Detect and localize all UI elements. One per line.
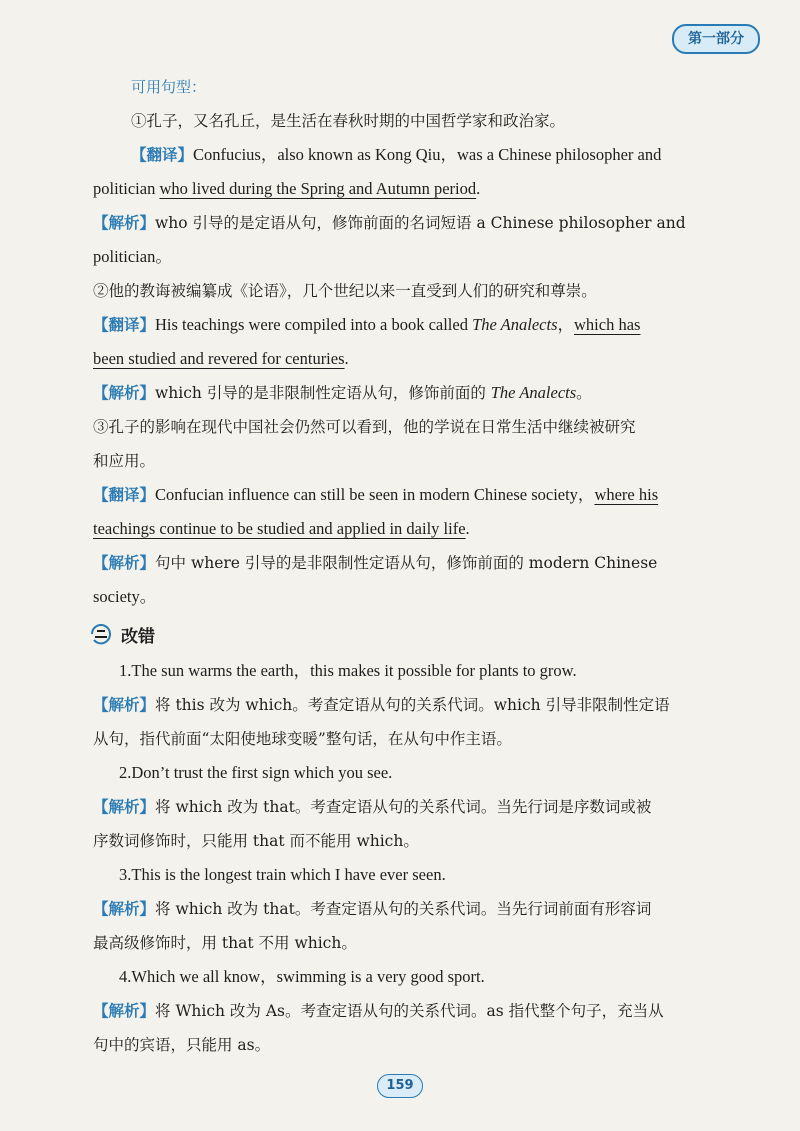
translation-tag: 【翻译】	[93, 316, 156, 334]
correction-4-question: 4.Which we all know，swimming is a very good sport.	[119, 967, 485, 986]
sub-title: 可用句型：	[131, 78, 207, 96]
item-1-translation-cont: politician who lived during the Spring and Autumn period.	[93, 179, 481, 198]
correction-4-analysis: 【解析】将 Which 改为 As。考查定语从句的关系代词。as 指代整个句子，充当从	[93, 1002, 664, 1020]
correction-2-question: 2.Don’t trust the first sign which you see.	[119, 763, 393, 782]
correction-1-question: 1.The sun warms the earth，this makes it possible for plants to grow.	[119, 661, 577, 680]
correction-4-analysis-cont: 句中的宾语，只能用 as。	[93, 1036, 271, 1054]
analysis-tag: 【解析】	[93, 1002, 156, 1020]
correction-2-analysis: 【解析】将 which 改为 that。考查定语从句的关系代词。当先行词是序数词或被	[93, 798, 652, 816]
section-heading	[89, 614, 745, 654]
item-1-analysis-cont: politician。	[93, 247, 172, 266]
analysis-tag: 【解析】	[93, 696, 156, 714]
analysis-tag: 【解析】	[93, 900, 156, 918]
item-3-chinese: ③孔子的影响在现代中国社会仍然可以看到，他的学说在日常生活中继续被研究	[93, 418, 636, 436]
item-2-analysis: 【解析】which 引导的是非限制性定语从句，修饰前面的 The Analects。	[93, 383, 592, 402]
item-3-analysis-cont: society。	[93, 587, 157, 606]
page-number: 159	[377, 1074, 423, 1098]
item-3-translation-cont: teachings continue to be studied and applied in daily life.	[93, 519, 470, 538]
section-heading-text: 改错	[121, 626, 155, 647]
section-number-two-icon	[89, 623, 113, 645]
item-2-translation-cont: been studied and revered for centuries.	[93, 349, 349, 368]
analysis-tag: 【解析】	[93, 214, 156, 232]
item-3-chinese-cont: 和应用。	[93, 452, 156, 470]
correction-3-analysis: 【解析】将 which 改为 that。考查定语从句的关系代词。当先行词前面有形容词	[93, 900, 652, 918]
item-2-translation: 【翻译】His teachings were compiled into a book called The Analects，which has	[93, 315, 641, 334]
item-2-chinese: ②他的教诲被编纂成《论语》，几个世纪以来一直受到人们的研究和尊崇。	[93, 282, 597, 300]
page-content	[93, 70, 745, 1062]
analysis-tag: 【解析】	[93, 798, 156, 816]
correction-2-analysis-cont: 序数词修饰时，只能用 that 而不能用 which。	[93, 832, 419, 850]
correction-3-analysis-cont: 最高级修饰时，用 that 不用 which。	[93, 934, 357, 952]
item-3-translation: 【翻译】Confucian influence can still be seen in modern Chinese society，where his	[93, 485, 659, 504]
translation-tag: 【翻译】	[131, 146, 194, 164]
item-1-translation: 【翻译】Confucius，also known as Kong Qiu，was a Chinese philosopher and	[131, 145, 662, 164]
correction-3-question: 3.This is the longest train which I have ever seen.	[119, 865, 446, 884]
analysis-tag: 【解析】	[93, 384, 156, 402]
correction-1-analysis-cont: 从句，指代前面“太阳使地球变暖”整句话，在从句中作主语。	[93, 730, 512, 748]
analysis-tag: 【解析】	[93, 554, 156, 572]
part-badge: 第一部分	[672, 24, 760, 54]
correction-1-analysis: 【解析】将 this 改为 which。考查定语从句的关系代词。which 引导非限制性定语	[93, 696, 670, 714]
translation-tag: 【翻译】	[93, 486, 156, 504]
item-3-analysis: 【解析】句中 where 引导的是非限制性定语从句，修饰前面的 modern Chinese	[93, 554, 658, 572]
item-1-analysis: 【解析】who 引导的是定语从句，修饰前面的名词短语 a Chinese philosopher and	[93, 214, 686, 232]
item-1-chinese: ①孔子，又名孔丘，是生活在春秋时期的中国哲学家和政治家。	[131, 112, 566, 130]
